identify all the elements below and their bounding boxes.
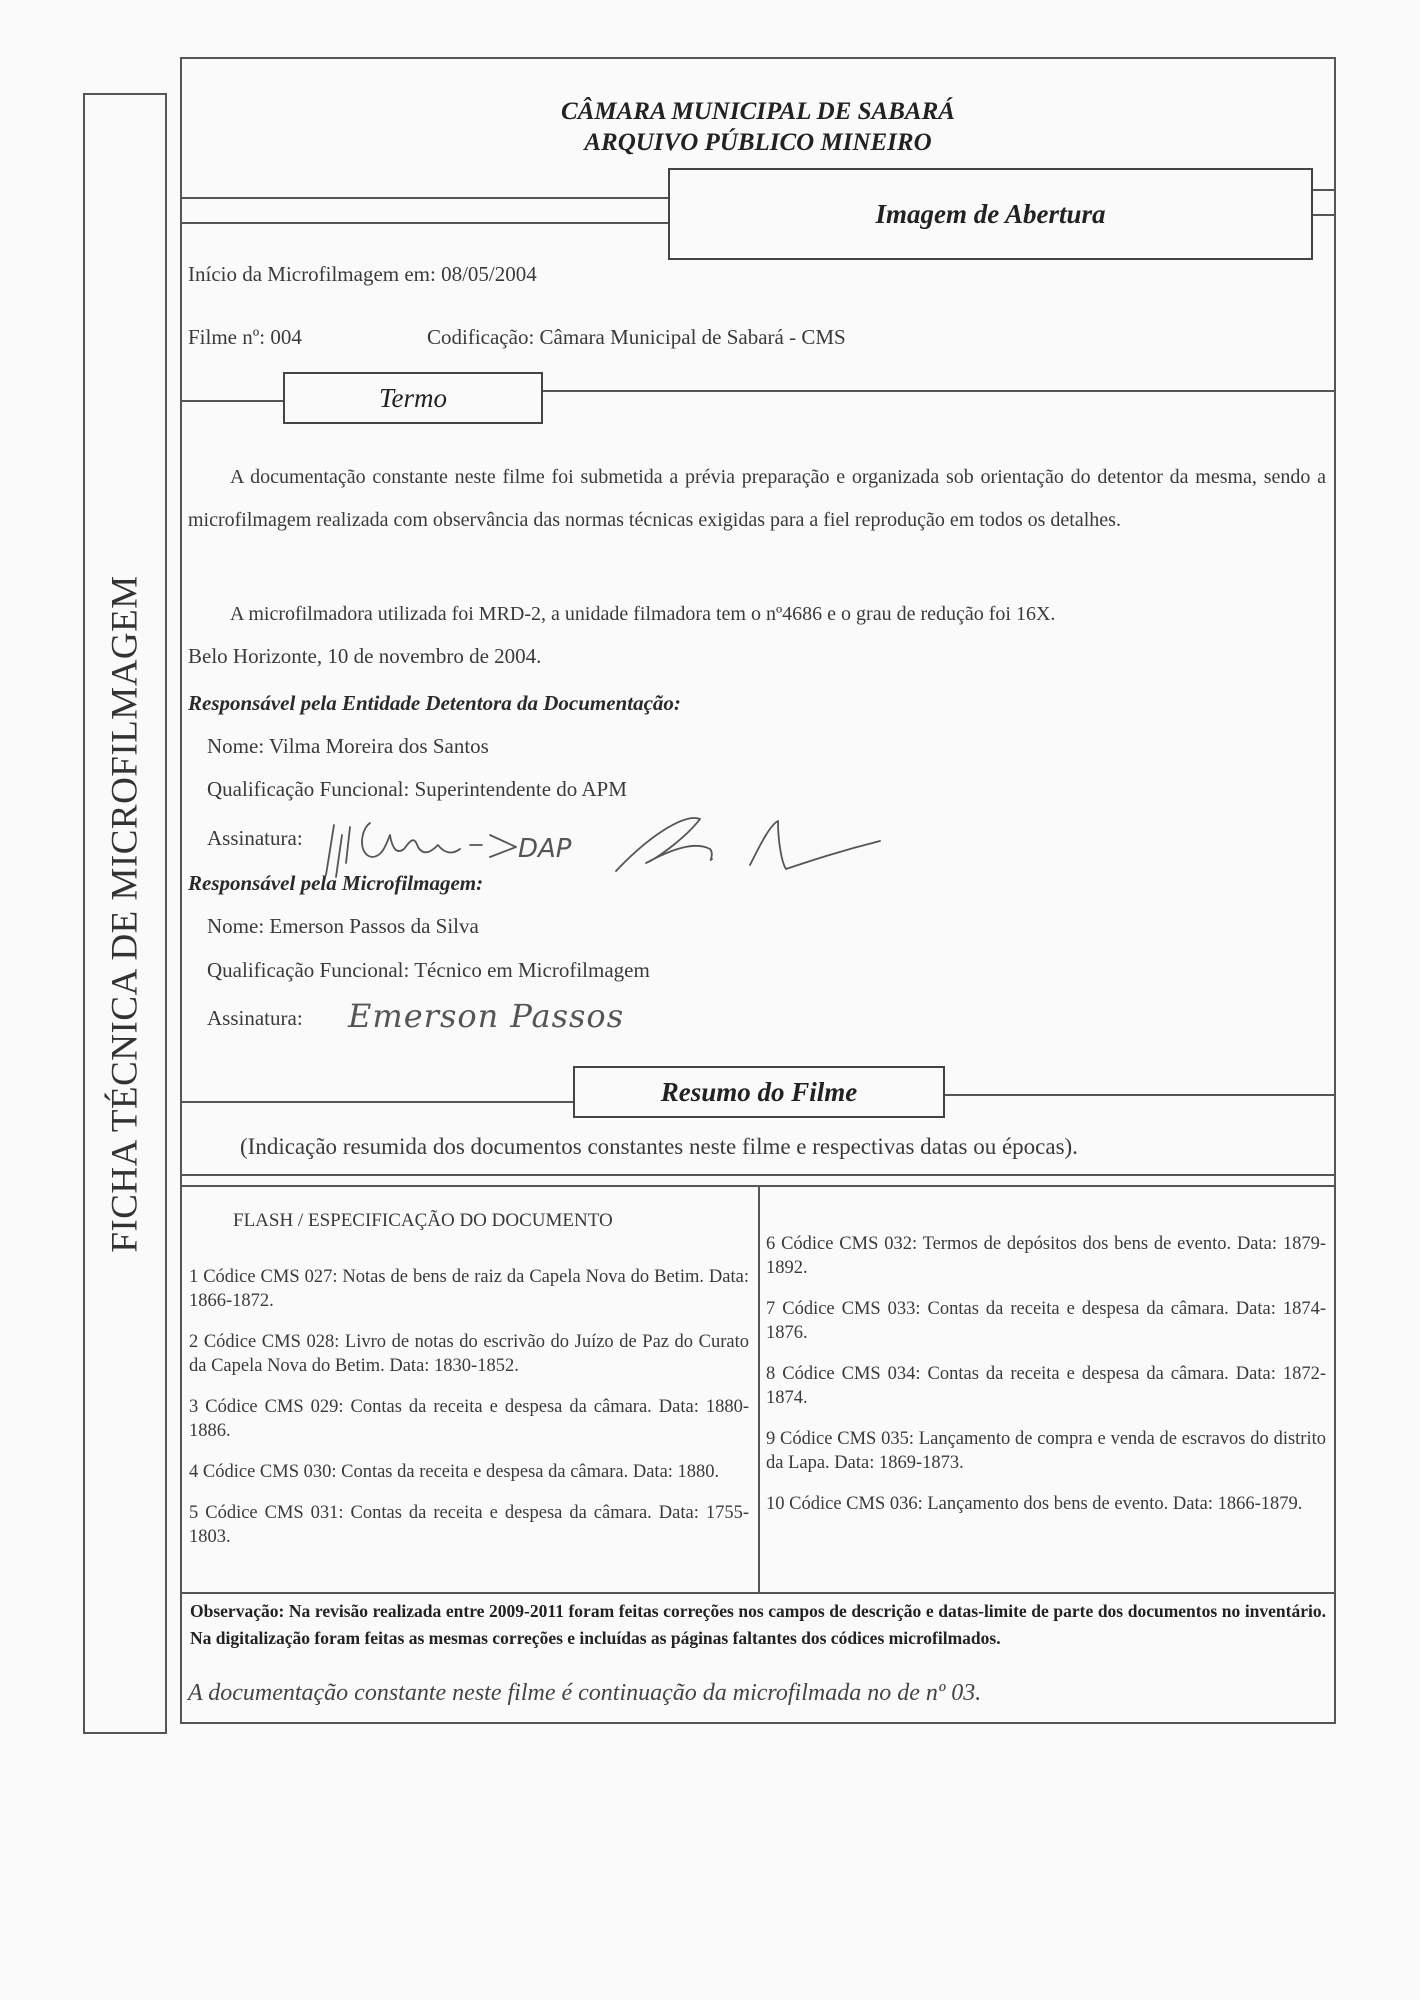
column-header: FLASH / ESPECIFICAÇÃO DO DOCUMENTO — [233, 1210, 613, 1231]
header — [180, 95, 1336, 165]
summary-title-box — [573, 1066, 945, 1118]
list-item: 9 Códice CMS 035: Lançamento de compra e venda de escravos do distrito da Lapa. Data: 1869-1873. — [766, 1429, 1326, 1473]
list-item: 3 Códice CMS 029: Contas da receita e despesa da câmara. Data: 1880-1886. — [189, 1397, 749, 1441]
opening-title-box — [668, 168, 1313, 260]
film-role: Técnico em Microfilmagem — [414, 958, 650, 982]
entity-name-row — [207, 734, 489, 759]
list-item: 1 Códice CMS 027: Notas de bens de raiz da Capela Nova do Betim. Data: 1866-1872. — [189, 1267, 749, 1311]
film-responsible-heading: Responsável pela Microfilmagem: — [188, 871, 484, 895]
film-number-label: Filme nº: — [188, 325, 266, 349]
column-divider — [758, 1185, 760, 1593]
list-item: 10 Códice CMS 036: Lançamento dos bens de evento. Data: 1866-1879. — [766, 1494, 1303, 1514]
divider — [943, 1094, 1336, 1096]
observation-text: Na revisão realizada entre 2009-2011 foram feitas correções nos campos de descrição e datas-limite de parte dos documentos no inventário. Na digitalização foram feitas as mesmas correções e incluídas as páginas faltantes dos códices microfilmados. — [190, 1601, 1326, 1648]
film-role-row — [207, 958, 650, 983]
divider — [180, 222, 670, 224]
summary-title: Resumo do Filme — [660, 1076, 858, 1107]
divider — [180, 1101, 575, 1103]
list-item: 2 Códice CMS 028: Livro de notas do escrivão do Juízo de Paz do Curato da Capela Nova do Betim. Data: 1830-1852. — [189, 1332, 749, 1376]
coding-row — [427, 325, 846, 350]
entity-name-label: Nome: — [207, 734, 265, 758]
opening-title: Imagem de Abertura — [875, 198, 1106, 229]
entity-role-label: Qualificação Funcional: — [207, 777, 410, 801]
film-signature — [340, 985, 780, 1045]
entity-role-row — [207, 777, 627, 802]
film-signature-text: Emerson Passos — [348, 997, 625, 1035]
sidebar-title: FICHA TÉCNICA DE MICROFILMAGEM — [104, 574, 146, 1253]
divider — [1310, 214, 1336, 216]
entity-name: Vilma Moreira dos Santos — [269, 734, 489, 758]
left-document-list — [189, 1265, 749, 1566]
film-name: Emerson Passos da Silva — [269, 914, 479, 938]
summary-subtitle: (Indicação resumida dos documentos constantes neste filme e respectivas datas ou épocas). — [240, 1134, 1078, 1159]
coding-label: Codificação: — [427, 325, 535, 349]
entity-signature-text: DAP — [518, 834, 572, 864]
divider — [1310, 189, 1336, 191]
film-number-row — [188, 325, 302, 350]
observation-label: Observação: — [190, 1601, 285, 1621]
table-bottom-border — [180, 1592, 1336, 1594]
right-document-list — [766, 1232, 1326, 1533]
termo-title-box — [283, 372, 543, 424]
header-line2: ARQUIVO PÚBLICO MINEIRO — [584, 129, 932, 156]
header-line1: CÂMARA MUNICIPAL DE SABARÁ — [561, 98, 955, 125]
list-item: 6 Códice CMS 032: Termos de depósitos dos bens de evento. Data: 1879-1892. — [766, 1234, 1326, 1278]
film-role-label: Qualificação Funcional: — [207, 958, 410, 982]
divider — [180, 400, 285, 402]
start-date-label: Início da Microfilmagem em: — [188, 262, 436, 286]
list-item: 4 Códice CMS 030: Contas da receita e despesa da câmara. Data: 1880. — [189, 1462, 720, 1482]
divider — [540, 390, 1336, 392]
divider — [180, 197, 670, 199]
list-item: 5 Códice CMS 031: Contas da receita e despesa da câmara. Data: 1755-1803. — [189, 1503, 749, 1547]
continuation-note: A documentação constante neste filme é continuação da microfilmada no de nº 03. — [188, 1680, 982, 1706]
place-date: Belo Horizonte, 10 de novembro de 2004. — [188, 644, 542, 668]
start-date-row — [188, 262, 537, 287]
film-number-value: 004 — [270, 325, 302, 349]
termo-paragraph-2: A microfilmadora utilizada foi MRD-2, a unidade filmadora tem o nº4686 e o grau de redução foi 16X. — [230, 603, 1056, 625]
table-top-border — [180, 1174, 1336, 1176]
termo-title: Termo — [378, 382, 448, 413]
film-name-label: Nome: — [207, 914, 265, 938]
entity-responsible-heading: Responsável pela Entidade Detentora da Documentação: — [188, 691, 681, 715]
list-item: 7 Códice CMS 033: Contas da receita e despesa da câmara. Data: 1874-1876. — [766, 1299, 1326, 1343]
list-item: 8 Códice CMS 034: Contas da receita e despesa da câmara. Data: 1872-1874. — [766, 1364, 1326, 1408]
sidebar-frame — [83, 93, 167, 1734]
film-name-row — [207, 914, 479, 939]
entity-role: Superintendente do APM — [414, 777, 627, 801]
coding-value: Câmara Municipal de Sabará - CMS — [539, 325, 846, 349]
film-signature-label: Assinatura: — [207, 1006, 303, 1030]
entity-signature-label: Assinatura: — [207, 826, 303, 850]
observation — [190, 1598, 1326, 1652]
start-date-value: 08/05/2004 — [441, 262, 537, 286]
termo-paragraph-1: A documentação constante neste filme foi submetida a prévia preparação e organizada sob orientação do detentor da mesma, sendo a microfilmagem realizada com observância das normas técnicas exigidas para a fiel reprodução em todos os detalhes. — [188, 466, 1326, 531]
